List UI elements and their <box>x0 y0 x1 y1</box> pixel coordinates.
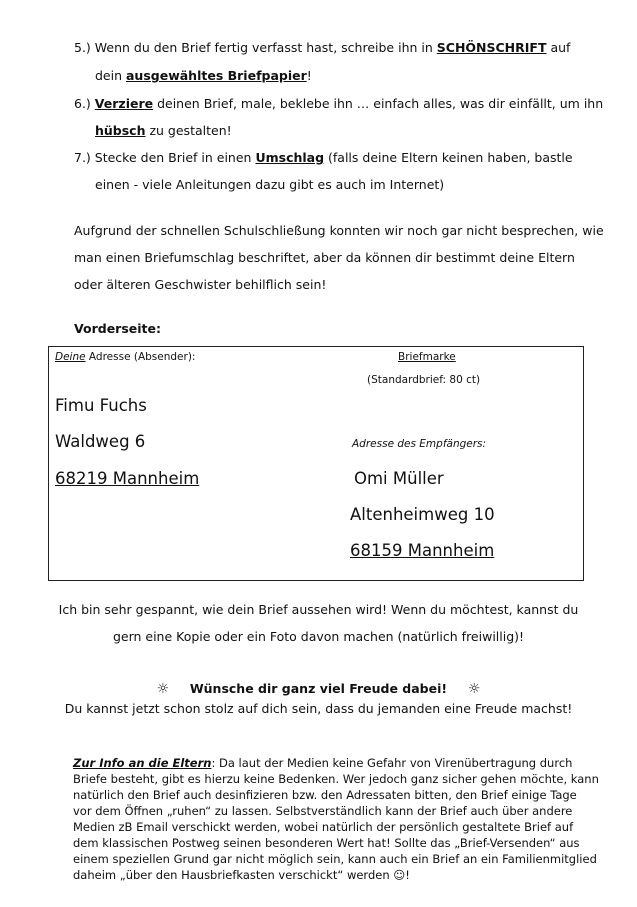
step-5-line-2 <box>95 68 312 84</box>
wish-subline: Du kannst jetzt schon stolz auf dich sein, dass du jemanden eine Freude machst! <box>64 701 573 716</box>
step-7-line-2: einen - viele Anleitungen dazu gibt es auch im Internet) <box>95 177 445 192</box>
sender-city: 68219 Mannheim <box>55 469 200 488</box>
info-line-1 <box>73 756 573 772</box>
info-line-6: dem klassischen Postweg seinen besonderen Wert hat! Sollte das „Brief-Versenden“ aus <box>73 836 580 850</box>
stamp-label: Briefmarke <box>398 351 456 363</box>
recipient-city: 68159 Mannheim <box>350 541 495 560</box>
paragraph-line-3: oder älteren Geschwister behilflich sein! <box>74 277 327 292</box>
sun-icon: ☼ <box>156 681 170 697</box>
front-side-label: Vorderseite: <box>74 321 161 336</box>
sun-icon: ☼ <box>467 681 481 697</box>
closing-line-1: Ich bin sehr gespannt, wie dein Brief aussehen wird! Wenn du möchtest, kannst du <box>58 602 579 617</box>
step-6-text: deinen Brief, male, beklebe ihn … einfach alles, was dir einfällt, um ihn <box>153 96 604 111</box>
wish-line <box>0 681 637 697</box>
sender-name: Fimu Fuchs <box>55 396 147 415</box>
step-5-emphasis: SCHÖNSCHRIFT <box>436 40 547 55</box>
step-6-number: 6.) <box>74 96 95 111</box>
step-6-line-1 <box>74 96 603 112</box>
sender-label <box>55 349 195 365</box>
wish-text: Wünsche dir ganz viel Freude dabei! <box>189 681 448 696</box>
info-line-4: vor dem Öffnen „ruhen“ zu lassen. Selbstverständlich kann der Brief auch über andere <box>73 804 573 818</box>
step-5-line-1 <box>74 40 570 56</box>
step-5-text-end: auf <box>546 40 571 55</box>
info-line-5: Medien zB Email verschickt werden, wobei natürlich der persönlich gestaltete Brief auf <box>73 820 574 834</box>
recipient-name: Omi Müller <box>354 469 444 488</box>
info-line-2: Briefe besteht, gibt es hierzu keine Bedenken. Wer jedoch ganz sicher gehen möchte, kann <box>73 772 599 786</box>
step-6-line-2 <box>95 123 232 139</box>
paragraph-line-1: Aufgrund der schnellen Schulschließung konnten wir noch gar nicht besprechen, wie <box>74 223 604 238</box>
step-7-emphasis: Umschlag <box>255 150 325 165</box>
step-5-text-2: dein <box>95 68 126 83</box>
info-text-1: : Da laut der Medien keine Gefahr von Virenübertragung durch <box>211 756 573 770</box>
step-5-text-2-end: ! <box>306 68 312 83</box>
info-line-8: daheim „über den Hausbriefkasten verschickt“ werden ☺! <box>73 868 410 882</box>
sender-label-emphasis: Deine <box>55 351 86 363</box>
sender-label-text: Adresse (Absender): <box>85 351 196 363</box>
info-line-3: natürlich den Brief auch desinfizieren bzw. den Adressaten bitten, den Brief einige Tage <box>73 788 577 802</box>
step-5-emphasis-2: ausgewähltes Briefpapier <box>126 68 307 83</box>
recipient-street: Altenheimweg 10 <box>350 505 495 524</box>
envelope-front <box>48 346 584 581</box>
step-7-text-end: (falls deine Eltern keinen haben, bastle <box>324 150 573 165</box>
closing-line-2: gern eine Kopie oder ein Foto davon machen (natürlich freiwillig)! <box>112 629 525 644</box>
step-7-line-1 <box>74 150 573 166</box>
info-label: Zur Info an die Eltern <box>73 756 212 770</box>
step-6-emphasis: Verziere <box>94 96 154 111</box>
paragraph-line-2: man einen Briefumschlag beschriftet, aber da können dir bestimmt deine Eltern <box>74 250 575 265</box>
info-line-7: einem speziellen Grund gar nicht möglich sein, kann auch ein Brief an ein Familienmitglied <box>73 852 597 866</box>
sender-street: Waldweg 6 <box>55 432 146 451</box>
step-7-text: 7.) Stecke den Brief in einen <box>74 150 256 165</box>
step-6-text-2: zu gestalten! <box>145 123 232 138</box>
step-5-text: 5.) Wenn du den Brief fertig verfasst hast, schreibe ihn in <box>74 40 437 55</box>
stamp-note: (Standardbrief: 80 ct) <box>367 374 481 386</box>
step-6-emphasis-2: hübsch <box>95 123 146 138</box>
recipient-label: Adresse des Empfängers: <box>352 438 487 450</box>
